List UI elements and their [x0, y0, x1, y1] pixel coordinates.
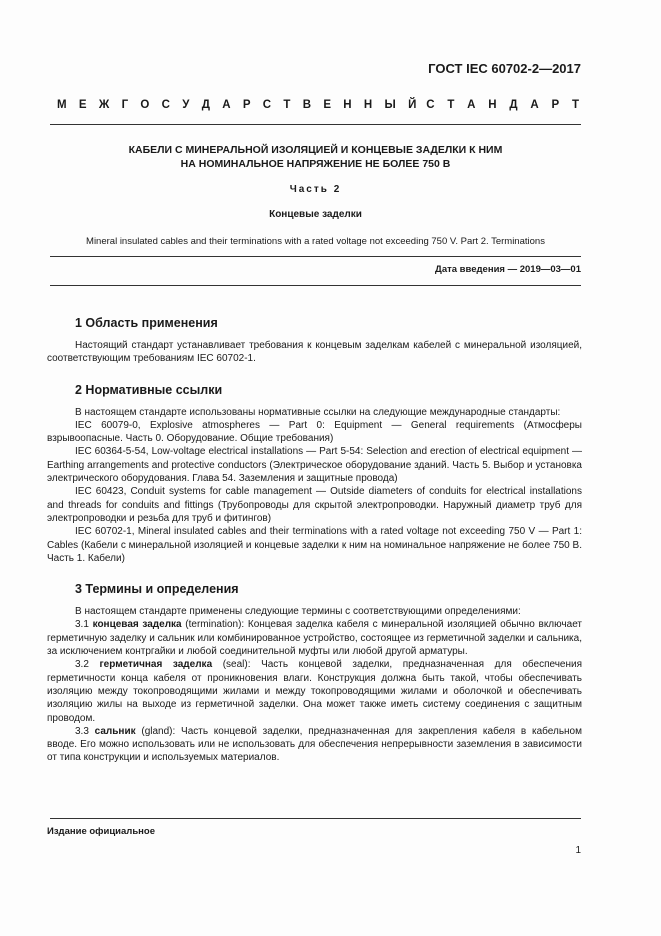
title-line-2: НА НОМИНАЛЬНОЕ НАПРЯЖЕНИЕ НЕ БОЛЕЕ 750 В [180, 158, 451, 170]
section-heading: 2 Нормативные ссылки [75, 382, 223, 397]
term-number: 3.3 [75, 725, 89, 737]
title-divider [50, 256, 581, 257]
reference-item: IEC 60423, Conduit systems for cable management — Outside diameters of conduits for electrical installations and threads for conduits and fittings (Трубопроводы для скрытой электропроводки. Наружный диаметр труб для электропроводки и резьба для труб и фитингов) [47, 486, 582, 524]
section-heading: 3 Термины и определения [75, 582, 239, 597]
page-number: 1 [575, 845, 581, 856]
term-number: 3.2 [75, 659, 89, 671]
section-scope [47, 316, 582, 366]
part-label: Часть 2 [289, 184, 342, 195]
section-heading: 1 Область применения [75, 316, 218, 330]
term-number: 3.1 [75, 619, 89, 631]
term-text: (seal): Часть концевой заделки, предназначенная для обеспечения герметичности конца кабеля от проникновения влаги. Конструкция должна быть такой, чтобы обеспечивать изоляцию между токопроводящими жилами и между токопроводящими жилами и оболочкой и обеспечивать изоляцию жилы на выходе из герметичной заделки. Она может также иметь систему соединения с защитным проводом. [47, 659, 583, 724]
term-name: сальник [94, 725, 136, 737]
section-normative-references [47, 383, 582, 566]
date-divider [50, 285, 581, 286]
title-line-1: КАБЕЛИ С МИНЕРАЛЬНОЙ ИЗОЛЯЦИЕЙ И КОНЦЕВЫЕ ЗАДЕЛКИ К НИМ [128, 144, 503, 156]
term-definition [47, 658, 582, 724]
section-terms [47, 582, 582, 765]
banner-divider [50, 124, 581, 125]
edition-label: Издание официальное [47, 826, 155, 837]
banner-left: М Е Ж Г О С У Д А Р С Т В Е Н Н Ы Й [57, 99, 417, 111]
document-code: ГОСТ IEC 60702-2—2017 [428, 61, 581, 76]
term-definition [47, 618, 582, 658]
document-subtitle: Концевые заделки [269, 209, 362, 220]
effective-date: Дата введения — 2019—03—01 [435, 264, 581, 275]
english-title: Mineral insulated cables and their terminations with a rated voltage not exceeding 750 V. Part 2. Terminations [86, 236, 545, 247]
reference-item: IEC 60079-0, Explosive atmospheres — Part 0: Equipment — General requirements (Атмосферы взрывоопасные. Часть 0. Оборудование. Общие требования) [47, 419, 582, 445]
document-body [47, 316, 582, 782]
standard-banner [57, 99, 579, 111]
term-name: герметичная заделка [99, 659, 213, 671]
paragraph: Настоящий стандарт устанавливает требования к концевым заделкам кабелей с минеральной изоляцией, соответствующим требованиям IEC 60702-1. [47, 340, 582, 365]
term-name: концевая заделка [92, 619, 182, 631]
paragraph: В настоящем стандарте применены следующие термины с соответствующими определениями: [75, 606, 521, 618]
term-definition [47, 725, 582, 765]
footer-divider [50, 818, 581, 819]
term-text: (gland): Часть концевой заделки, предназначенная для закрепления кабеля в кабельном вводе. Его можно использовать или не использовать для обеспечения непрерывности заземления в зависимости от типа конструкции и используемых материалов. [47, 725, 582, 764]
reference-item: IEC 60364-5-54, Low-voltage electrical installations — Part 5-54: Selection and erection of electrical equipment — Earthing arrangements and protective conductors (Электрическое оборудование зданий. Часть 5. Выбор и установка электрического оборудования. Глава 54. Заземления и защитные провода) [47, 446, 582, 485]
reference-item: IEC 60702-1, Mineral insulated cables and their terminations with a rated voltage not exceeding 750 V — Part 1: Cables (Кабели с минеральной изоляцией и концевые заделки к ним на номинальное напряжение не более 750 В. Часть 1. Кабели) [47, 526, 582, 564]
term-text: (termination): Концевая заделка кабеля с минеральной изоляцией обычно включает герметичную заделку и сальник или комбинированное устройство, состоящее из герметичной заделки и сальника, за исключением контргайки и любой соединительной муфты или любой другой арматуры. [47, 619, 583, 658]
document-title [50, 143, 581, 171]
banner-right: С Т А Н Д А Р Т [426, 99, 579, 111]
paragraph: В настоящем стандарте использованы нормативные ссылки на следующие международные стандарты: [75, 406, 561, 418]
